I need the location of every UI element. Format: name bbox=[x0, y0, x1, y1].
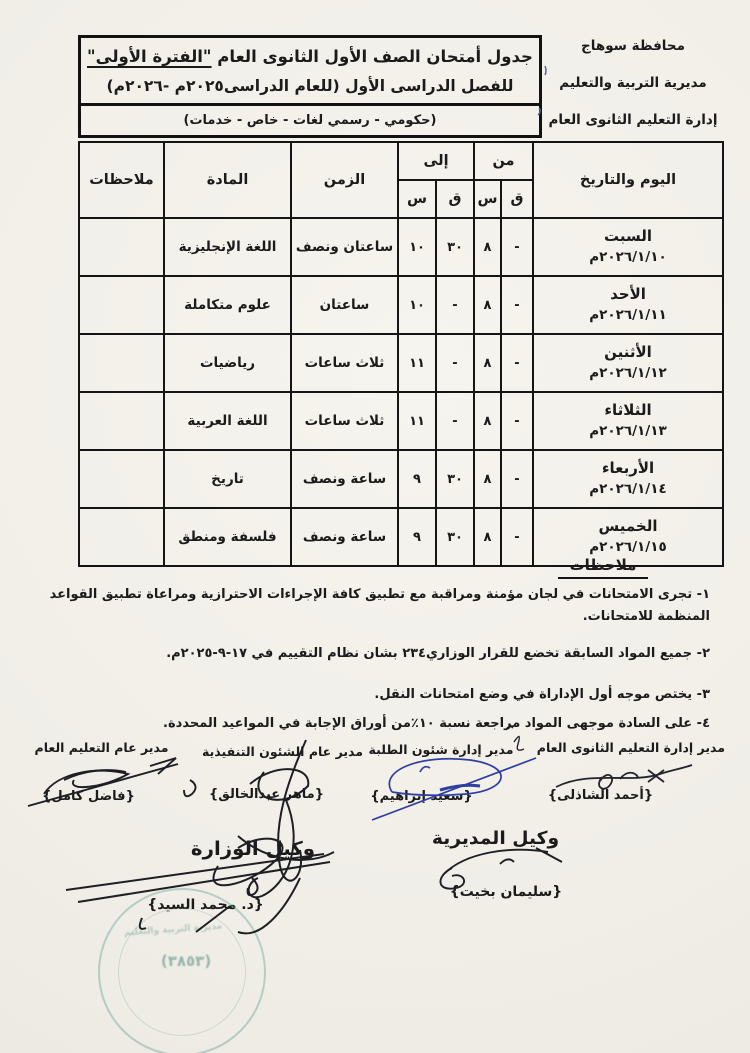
cell-to-minutes: - bbox=[436, 276, 474, 334]
cell-to-hours: ٩ bbox=[398, 508, 436, 566]
day-date: ٢٠٢٦/١/١٣م bbox=[589, 423, 667, 440]
stamp-label: مديرية التربية والتعليم bbox=[123, 921, 223, 939]
cell-from-minutes: - bbox=[501, 218, 533, 276]
cell-duration: ثلاث ساعات bbox=[291, 392, 398, 450]
day-name: السبت bbox=[603, 227, 653, 246]
administration-line: إدارة التعليم الثانوى العام bbox=[548, 112, 718, 128]
cell-from-minutes: - bbox=[501, 334, 533, 392]
cell-from-hours: ٨ bbox=[474, 392, 501, 450]
signature-name-saeed-ibrahim: {سعيد إبراهيم} bbox=[370, 789, 473, 804]
signature-title-general-education-director: مدير عام التعليم العام bbox=[34, 740, 169, 755]
cell-day-date bbox=[533, 450, 723, 508]
cell-from-minutes: - bbox=[501, 392, 533, 450]
ministry-deputy-title: وكيل الوزارة bbox=[190, 838, 316, 860]
signature-scribble-suleiman bbox=[440, 848, 562, 889]
day-name: الخميس bbox=[598, 517, 658, 536]
cell-to-minutes: - bbox=[436, 392, 474, 450]
signature-title-student-affairs-director: مدير إدارة شئون الطلبة bbox=[368, 742, 514, 757]
ministry-deputy-name: {د. محمد السيد} bbox=[147, 897, 264, 913]
cell-from-hours: ٨ bbox=[474, 508, 501, 566]
stamp-inner-ring bbox=[106, 896, 258, 1048]
signature-name-ahmed-elshazly: {أحمد الشاذلى} bbox=[547, 788, 654, 803]
day-date: ٢٠٢٦/١/١٢م bbox=[589, 365, 667, 382]
signature-scribble-ahmed bbox=[556, 765, 692, 789]
note-item-1: ١- تجرى الامتحانات في لجان مؤمنة ومراقبة مع تطبيق كافة الإجراءات الاحترازية ومراعاة تطبيق القواعد المنظمة للامتحانات. bbox=[49, 587, 710, 624]
exam-schedule-table bbox=[78, 141, 724, 567]
col-header-duration: الزمن bbox=[291, 142, 398, 218]
organization-header bbox=[528, 38, 738, 149]
cell-subject: علوم متكاملة bbox=[164, 276, 291, 334]
table-row bbox=[79, 450, 723, 508]
cell-to-hours: ١١ bbox=[398, 392, 436, 450]
note-item-3: ٣- يختص موجه أول الإداراة في وضع امتحانات النقل. bbox=[374, 687, 710, 702]
cell-day-date bbox=[533, 218, 723, 276]
day-name: الأحد bbox=[610, 285, 646, 304]
cell-day-date bbox=[533, 334, 723, 392]
title-period-quoted: "الفترة الأولى" bbox=[87, 47, 212, 66]
cell-subject: اللغة الإنجليزية bbox=[164, 218, 291, 276]
exam-title bbox=[81, 38, 539, 106]
notes-section-title: ملاحظات bbox=[558, 556, 648, 579]
cell-duration: ساعتان bbox=[291, 276, 398, 334]
col-header-day-date: اليوم والتاريخ bbox=[533, 142, 723, 218]
table-row bbox=[79, 334, 723, 392]
cell-from-hours: ٨ bbox=[474, 276, 501, 334]
notes-list bbox=[42, 584, 710, 735]
day-name: الأربعاء bbox=[601, 459, 655, 478]
cell-notes bbox=[79, 218, 164, 276]
cell-from-hours: ٨ bbox=[474, 334, 501, 392]
table-row bbox=[79, 276, 723, 334]
cell-from-minutes: - bbox=[501, 276, 533, 334]
subheader-to-hours: س bbox=[398, 180, 436, 218]
cell-duration: ساعتان ونصف bbox=[291, 218, 398, 276]
table-row bbox=[79, 218, 723, 276]
cell-to-hours: ٩ bbox=[398, 450, 436, 508]
cell-to-hours: ١٠ bbox=[398, 218, 436, 276]
subheader-from-minutes: ق bbox=[501, 180, 533, 218]
cell-from-hours: ٨ bbox=[474, 450, 501, 508]
title-text: جدول أمتحان الصف الأول الثانوى العام bbox=[211, 47, 533, 66]
cell-from-minutes: - bbox=[501, 450, 533, 508]
directorate-deputy-title: وكيل المديرية bbox=[431, 828, 560, 849]
governorate-line: محافظة سوهاج bbox=[581, 38, 685, 54]
stamp-number: (٣٨٥٣) bbox=[160, 952, 212, 970]
exam-title-box bbox=[78, 35, 542, 138]
cell-duration: ثلاث ساعات bbox=[291, 334, 398, 392]
title-line-1 bbox=[85, 47, 535, 66]
cell-day-date bbox=[533, 276, 723, 334]
directorate-line: مديرية التربية والتعليم bbox=[559, 75, 707, 91]
cell-duration: ساعة ونصف bbox=[291, 450, 398, 508]
col-header-notes: ملاحظات bbox=[79, 142, 164, 218]
directorate-deputy-name: {سليمان بخيت} bbox=[449, 884, 563, 900]
note-item-2: ٢- جميع المواد السابقة تخضع للقرار الوزاري٢٣٤ بشان نظام التقييم في ١٧-٩-٢٠٢٥م. bbox=[166, 646, 710, 661]
cell-notes bbox=[79, 276, 164, 334]
cell-notes bbox=[79, 450, 164, 508]
cell-to-minutes: ٣٠ bbox=[436, 508, 474, 566]
cell-to-minutes: ٣٠ bbox=[436, 450, 474, 508]
subheader-to-minutes: ق bbox=[436, 180, 474, 218]
signature-title-executive-affairs-director: مدير عام الشئون التنفيذية bbox=[202, 744, 363, 759]
day-name: الثلاثاء bbox=[604, 401, 652, 420]
signature-name-fadel-kamel: {فاضل كامل} bbox=[42, 789, 135, 804]
title-line-2: للفصل الدراسى الأول (للعام الدراسى٢٠٢٥م -٢٠٢٦م) bbox=[106, 77, 514, 95]
cell-subject: فلسفة ومنطق bbox=[164, 508, 291, 566]
signature-title-secondary-education-director: مدير إدارة التعليم الثانوى العام bbox=[536, 740, 725, 755]
cell-notes bbox=[79, 508, 164, 566]
day-name: الأثنين bbox=[604, 343, 652, 362]
cell-notes bbox=[79, 392, 164, 450]
school-types-subtitle: (حكومي - رسمي لغات - خاص - خدمات) bbox=[183, 113, 437, 128]
note-item-4: ٤- على السادة موجهى المواد مراجعة نسبة ١٠٪من أوراق الإجابة في المواعيد المحددة. bbox=[163, 716, 710, 731]
signature-scribble-maher bbox=[238, 740, 334, 897]
cell-from-hours: ٨ bbox=[474, 218, 501, 276]
table-row bbox=[79, 392, 723, 450]
cell-to-hours: ١٠ bbox=[398, 276, 436, 334]
cell-from-minutes: - bbox=[501, 508, 533, 566]
col-header-to: إلى bbox=[398, 142, 474, 180]
cell-subject: اللغة العربية bbox=[164, 392, 291, 450]
col-header-from: من bbox=[474, 142, 533, 180]
col-header-subject: المادة bbox=[164, 142, 291, 218]
day-date: ٢٠٢٦/١/١٤م bbox=[589, 481, 667, 498]
day-date: ٢٠٢٦/١/١١م bbox=[589, 307, 667, 324]
cell-to-minutes: ٣٠ bbox=[436, 218, 474, 276]
subheader-from-hours: س bbox=[474, 180, 501, 218]
cell-to-minutes: - bbox=[436, 334, 474, 392]
day-date: ٢٠٢٦/١/١٠م bbox=[589, 249, 667, 266]
cell-to-hours: ١١ bbox=[398, 334, 436, 392]
cell-notes bbox=[79, 334, 164, 392]
cell-day-date bbox=[533, 392, 723, 450]
cell-duration: ساعة ونصف bbox=[291, 508, 398, 566]
cell-subject: تاريخ bbox=[164, 450, 291, 508]
signature-name-maher-abdelkhaleq: {ماهر عبدالخالق} bbox=[209, 787, 324, 802]
day-date: ٢٠٢٦/١/١٥م bbox=[589, 539, 667, 556]
cell-subject: رياضيات bbox=[164, 334, 291, 392]
